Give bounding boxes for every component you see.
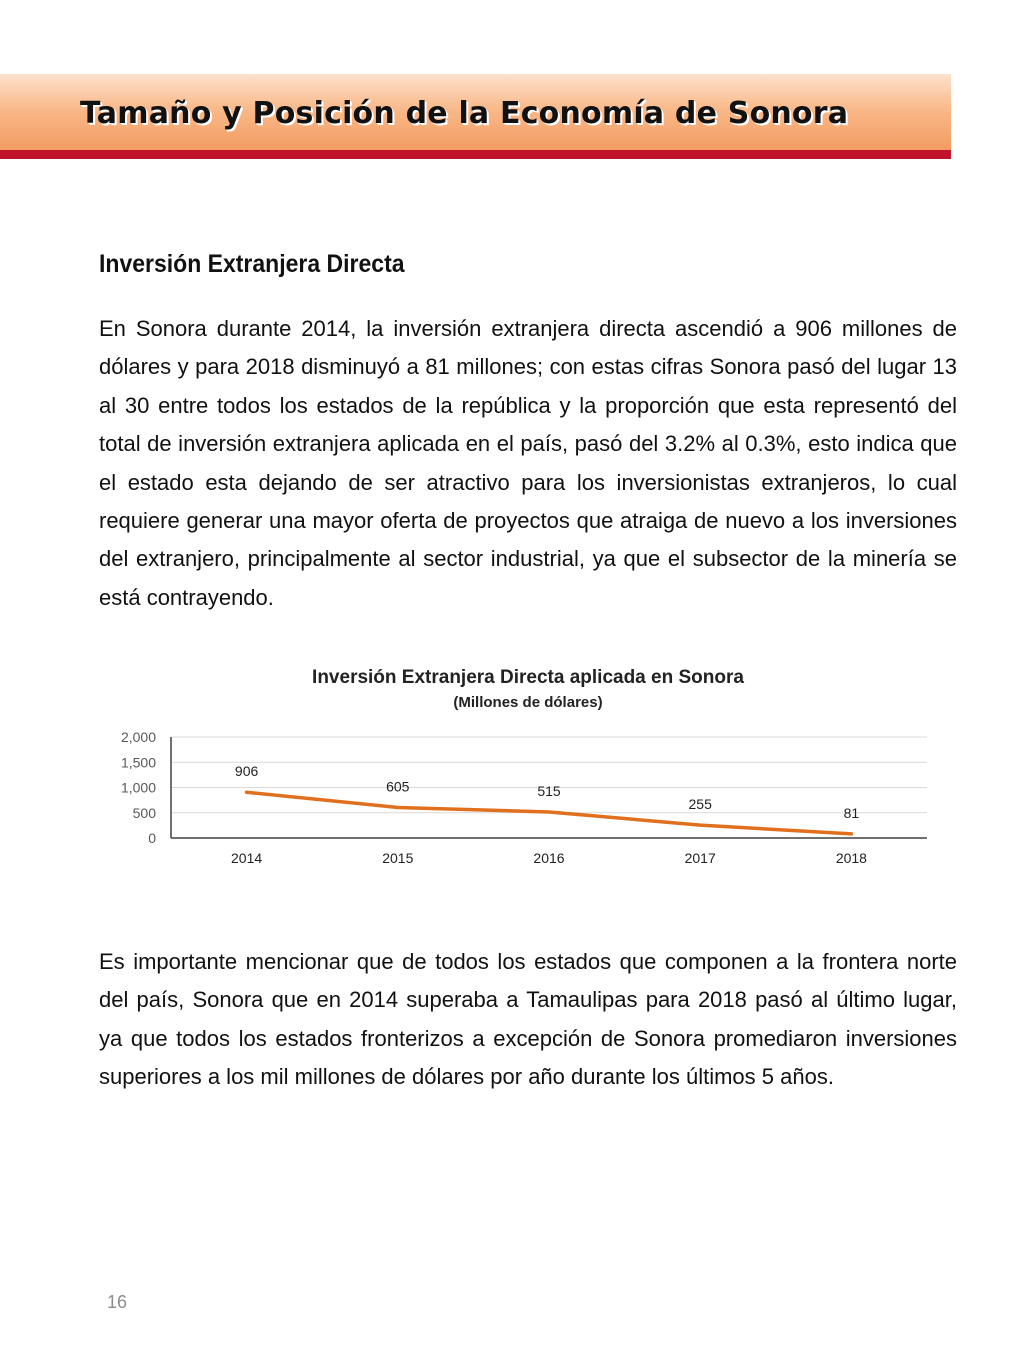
y-tick-label: 0 <box>148 830 156 846</box>
x-tick-label: 2016 <box>533 850 565 866</box>
data-label: 81 <box>843 804 860 821</box>
chart-title: Inversión Extranjera Directa aplicada en Sonora <box>312 667 744 688</box>
data-point <box>850 832 853 835</box>
page-title: Tamaño y Posición de la Economía de Sonora <box>80 96 849 131</box>
data-point <box>396 806 399 809</box>
y-tick-label: 500 <box>132 804 156 821</box>
body-paragraph-1: En Sonora durante 2014, la inversión extranjera directa ascendió a 906 millones de dólares y para 2018 disminuyó a 81 millones; con estas cifras Sonora pasó del lugar 13 al 30 entre todos los estados de la república y la proporción que esta representó del total de inversión extranjera aplicada en el país, pasó del 3.2% al 0.3%, esto indica que el estado esta dejando de ser atractivo para los inversionistas extranjeros, lo cual requiere generar una mayor oferta de proyectos que atraiga de nuevo a los inversiones del extranjero, principalmente al sector industrial, ya que el subsector de la minería se está contrayendo. <box>99 316 957 610</box>
x-tick-label: 2018 <box>835 850 867 866</box>
header-rule <box>0 150 951 159</box>
section-heading: Inversión Extranjera Directa <box>99 250 405 278</box>
line-chart <box>100 660 940 880</box>
data-point <box>245 791 248 794</box>
data-point <box>699 824 702 827</box>
x-tick-label: 2014 <box>231 850 263 866</box>
y-tick-label: 1,500 <box>120 754 156 771</box>
page-number: 16 <box>107 1292 128 1312</box>
data-label: 515 <box>537 782 561 799</box>
y-tick-label: 2,000 <box>120 729 156 745</box>
data-label: 906 <box>234 763 259 780</box>
y-tick-label: 1,000 <box>120 779 156 796</box>
x-tick-label: 2015 <box>382 850 414 866</box>
x-tick-label: 2017 <box>684 850 716 866</box>
chart-subtitle: (Millones de dólares) <box>453 694 603 711</box>
data-point <box>548 810 551 813</box>
data-label: 605 <box>386 778 410 795</box>
chart-container <box>100 660 940 880</box>
body-paragraph-2: Es importante mencionar que de todos los estados que componen a la frontera norte del país, Sonora que en 2014 superaba a Tamaulipas para 2018 pasó al último lugar, ya que todos los estados fronterizos a excepción de Sonora promediaron inversiones superiores a los mil millones de dólares por año durante los últimos 5 años. <box>99 949 957 1090</box>
data-label: 255 <box>688 796 712 813</box>
